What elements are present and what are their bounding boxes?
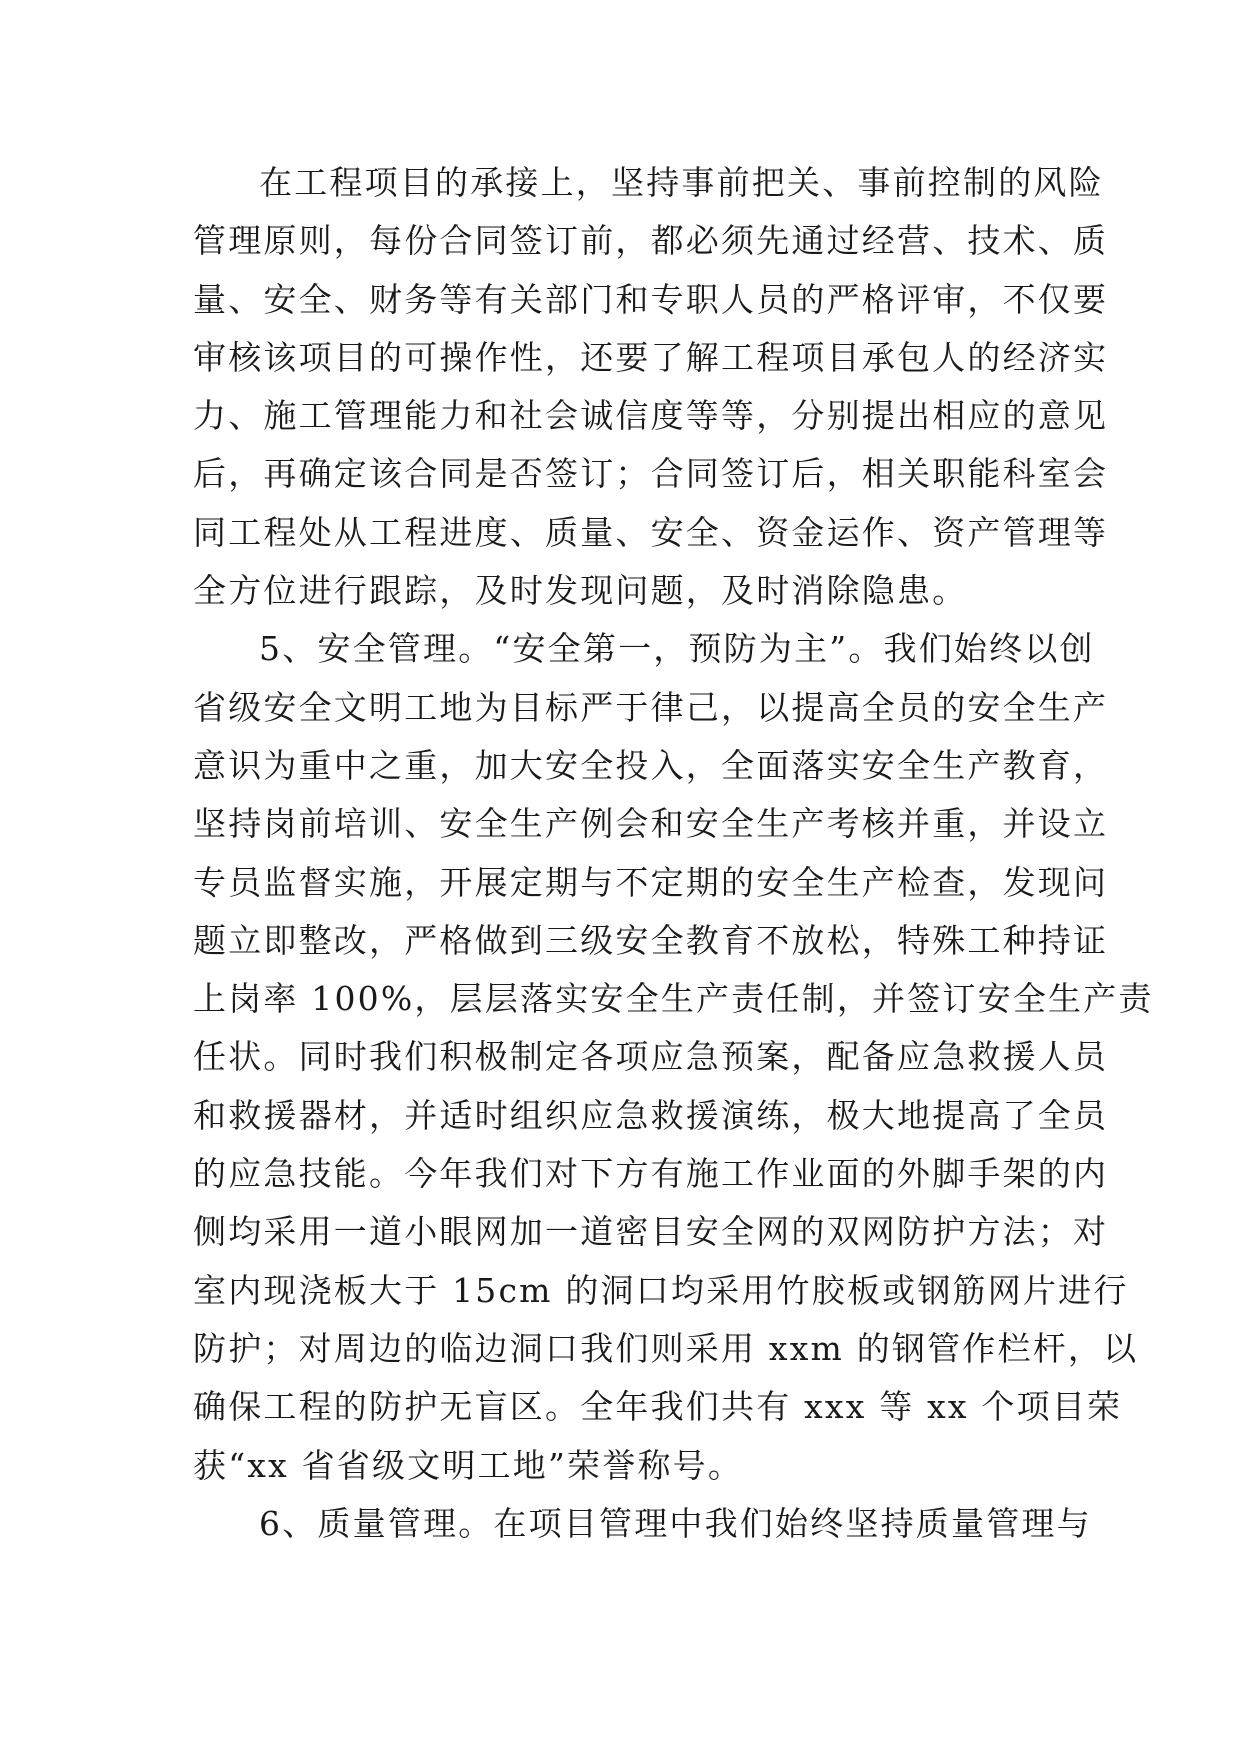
paragraph-line: 防护；对周边的临边洞口我们则采用 xxm 的钢管作栏杆，以 <box>193 1328 1139 1368</box>
paragraph-line: 管理原则，每份合同签订前，都必须先通过经营、技术、质 <box>193 221 1109 261</box>
paragraph-line: 确保工程的防护无盲区。全年我们共有 xxx 等 xx 个项目荣 <box>193 1387 1123 1427</box>
paragraph-line: 获“xx 省省级文明工地”荣誉称号。 <box>193 1445 744 1485</box>
paragraph-line: 审核该项目的可操作性，还要了解工程项目承包人的经济实 <box>193 337 1109 377</box>
paragraph-line: 后，再确定该合同是否签订；合同签订后，相关职能科室会 <box>193 454 1109 494</box>
paragraph-line: 侧均采用一道小眼网加一道密目安全网的双网防护方法；对 <box>193 1212 1109 1252</box>
paragraph-line: 坚持岗前培训、安全生产例会和安全生产考核并重，并设立 <box>193 804 1109 844</box>
paragraph-line: 全方位进行跟踪，及时发现问题，及时消除隐患。 <box>193 571 968 611</box>
paragraph-line: 上岗率 100%，层层落实安全生产责任制，并签订安全生产责 <box>193 979 1154 1019</box>
paragraph-line: 力、施工管理能力和社会诚信度等等，分别提出相应的意见 <box>193 396 1109 436</box>
paragraph-quality-management <box>193 1495 1092 1553</box>
paragraph-line: 意识为重中之重，加大安全投入，全面落实安全生产教育， <box>193 745 1109 785</box>
paragraph-line: 的应急技能。今年我们对下方有施工作业面的外脚手架的内 <box>193 1154 1109 1194</box>
paragraph-line: 专员监督实施，开展定期与不定期的安全生产检查，发现问 <box>193 862 1109 902</box>
paragraph-line: 省级安全文明工地为目标严于律己，以提高全员的安全生产 <box>193 687 1109 727</box>
paragraph-line: 同工程处从工程进度、质量、安全、资金运作、资产管理等 <box>193 512 1109 552</box>
paragraph-line: 6、质量管理。在项目管理中我们始终坚持质量管理与 <box>259 1503 1092 1543</box>
paragraph-line: 室内现浇板大于 15cm 的洞口均采用竹胶板或钢筋网片进行 <box>193 1270 1129 1310</box>
paragraph-safety-management <box>193 620 1154 1494</box>
paragraph-line: 5、安全管理。“安全第一，预防为主”。我们始终以创 <box>259 629 1095 669</box>
paragraph-line: 在工程项目的承接上，坚持事前把关、事前控制的风险 <box>259 163 1104 202</box>
paragraph-contract-risk-control <box>193 154 1109 620</box>
paragraph-line: 量、安全、财务等有关部门和专职人员的严格评审，不仅要 <box>193 279 1109 319</box>
paragraph-line: 任状。同时我们积极制定各项应急预案，配备应急救援人员 <box>193 1037 1109 1077</box>
document-body <box>193 154 1154 1553</box>
paragraph-line: 题立即整改，严格做到三级安全教育不放松，特殊工种持证 <box>193 920 1109 960</box>
paragraph-line: 和救援器材，并适时组织应急救援演练，极大地提高了全员 <box>193 1095 1109 1135</box>
